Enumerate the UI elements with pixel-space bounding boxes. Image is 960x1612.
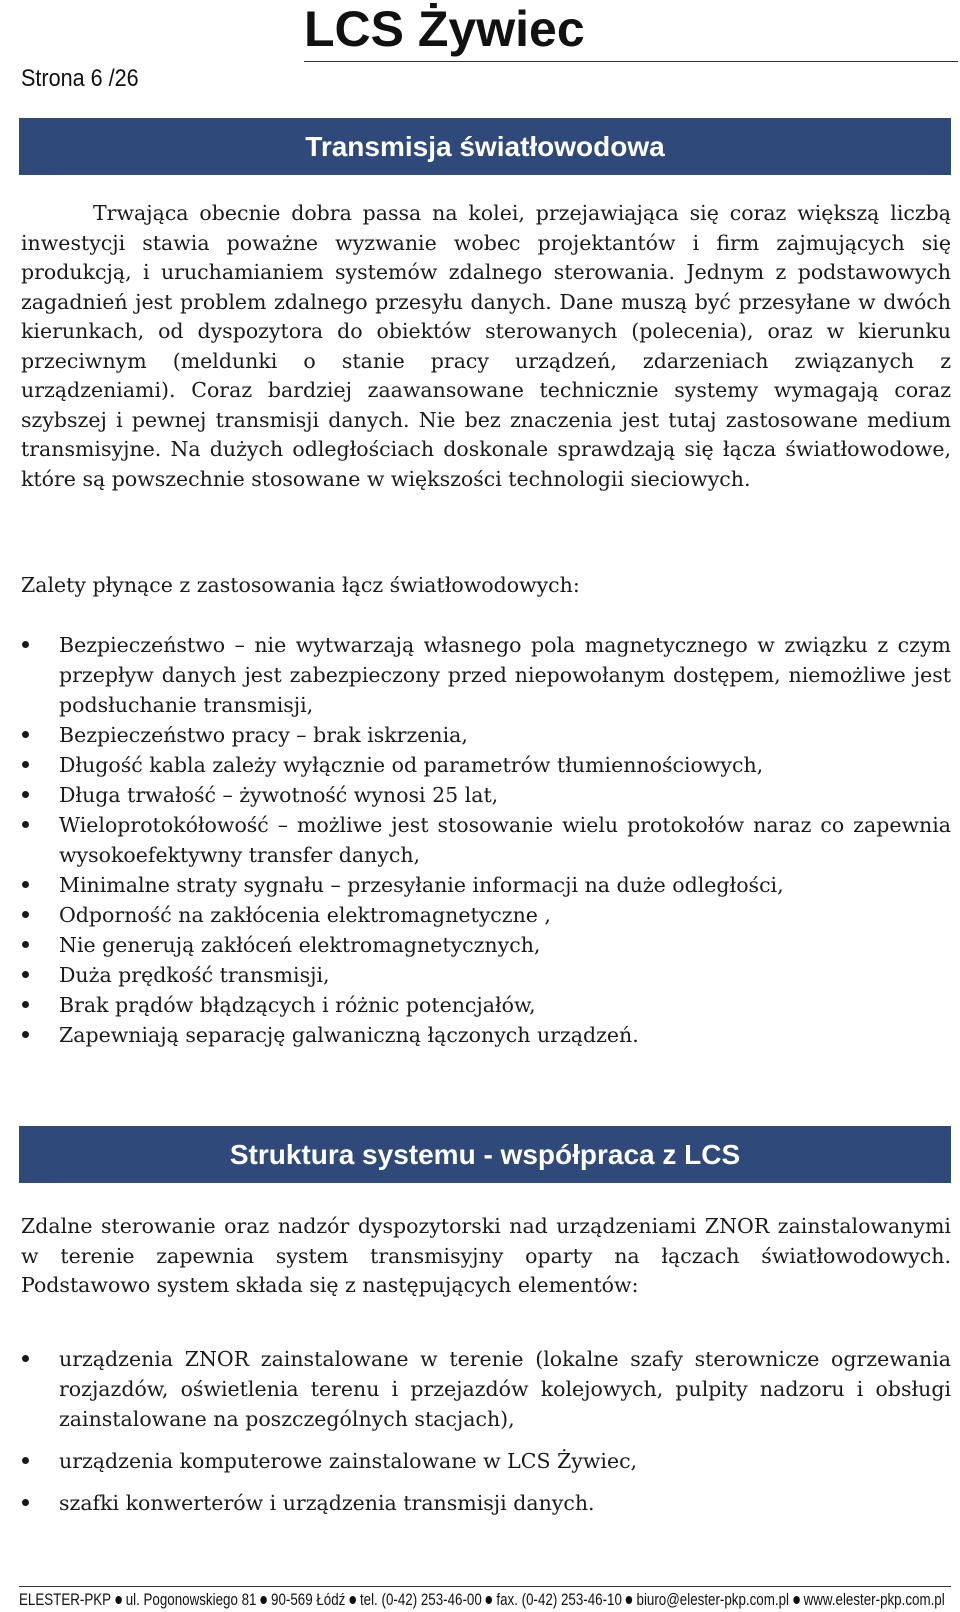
advantages-title: Zalety płynące z zastosowania łącz światłowodowych: xyxy=(21,573,580,597)
bullet-icon xyxy=(261,1596,267,1604)
bullet-icon xyxy=(486,1596,492,1604)
list-item: urządzenia ZNOR zainstalowane w terenie (lokalne szafy sterownicze ogrzewania rozjazdów, oświetlenia terenu i przejazdów kolejowych, pulpity nadzoru i obsługi zainstalowane na poszczególnych stacjach), xyxy=(21,1344,951,1434)
list-item: szafki konwerterów i urządzenia transmisji danych. xyxy=(21,1488,951,1518)
header-rule xyxy=(304,61,958,62)
list-item: Długa trwałość – żywotność wynosi 25 lat, xyxy=(21,780,951,810)
bullet-icon xyxy=(22,641,29,648)
list-item: Długość kabla zależy wyłącznie od parametrów tłumiennościowych, xyxy=(21,750,951,780)
footer-street: ul. Pogonowskiego 81 xyxy=(125,1591,257,1609)
footer-email: biuro@elester-pkp.com.pl xyxy=(636,1591,789,1609)
bullet-icon xyxy=(22,941,29,948)
list-item: Duża prędkość transmisji, xyxy=(21,960,951,990)
footer-website: www.elester-pkp.com.pl xyxy=(803,1591,945,1609)
bullet-icon xyxy=(22,761,29,768)
list-item: Brak prądów błądzących i różnic potencjałów, xyxy=(21,990,951,1020)
bullet-icon xyxy=(22,791,29,798)
footer xyxy=(19,1590,945,1610)
footer-city: 90-569 Łódź xyxy=(271,1591,346,1609)
footer-fax: fax. (0-42) 253-46-10 xyxy=(496,1591,622,1609)
bullet-icon xyxy=(22,1355,29,1362)
bullet-icon xyxy=(626,1596,632,1604)
page-number: Strona 6 /26 xyxy=(21,65,139,92)
bullet-icon xyxy=(22,911,29,918)
list-item: Odporność na zakłócenia elektromagnetyczne , xyxy=(21,900,951,930)
section-heading-transmission: Transmisja światłowodowa xyxy=(305,130,665,162)
bullet-icon xyxy=(22,821,29,828)
page-title: LCS Żywiec xyxy=(304,1,585,57)
list-item: urządzenia komputerowe zainstalowane w LCS Żywiec, xyxy=(21,1446,951,1476)
bullet-icon xyxy=(349,1596,355,1604)
footer-company: ELESTER-PKP xyxy=(19,1591,112,1609)
section-heading-band xyxy=(19,1126,951,1183)
bullet-icon xyxy=(22,881,29,888)
transmission-intro-paragraph: Trwająca obecnie dobra passa na kolei, przejawiająca się coraz większą liczbą inwestycji stawia poważne wyzwanie wobec projektantów i firm zajmujących się produkcją, i uruchamianiem systemów zdalnego sterowania. Jednym z podstawowych zagadnień jest problem zdalnego przesyłu danych. Dane muszą być przesyłane w dwóch kierunkach, od dyspozytora do obiektów sterowanych (polecenia), oraz w kierunku przeciwnym (meldunki o stanie pracy urządzeń, zdarzeniach związanych z urządzeniami). Coraz bardziej zaawansowane technicznie systemy wymagają coraz szybszej i pewnej transmisji danych. Nie bez znaczenia jest tutaj zastosowane medium transmisyjne. Na dużych odległościach doskonale sprawdzają się łącza światłowodowe, które są powszechnie stosowane w większości technologii sieciowych. xyxy=(21,201,951,491)
list-item: Bezpieczeństwo pracy – brak iskrzenia, xyxy=(21,720,951,750)
bullet-icon xyxy=(793,1596,799,1604)
bullet-icon xyxy=(22,731,29,738)
elements-list xyxy=(21,1344,951,1530)
bullet-icon xyxy=(22,1499,29,1506)
advantages-list xyxy=(21,630,951,1050)
section-heading-structure: Struktura systemu - współpraca z LCS xyxy=(229,1138,741,1170)
section-heading-band xyxy=(19,118,951,175)
list-item: Wieloprotokółowość – możliwe jest stosowanie wielu protokołów naraz co zapewnia wysokoefektywny transfer danych, xyxy=(21,810,951,870)
bullet-icon xyxy=(22,1001,29,1008)
list-item: Minimalne straty sygnału – przesyłanie informacji na duże odległości, xyxy=(21,870,951,900)
structure-intro-paragraph: Zdalne sterowanie oraz nadzór dyspozytorski nad urządzeniami ZNOR zainstalowanymi w terenie zapewnia system transmisyjny oparty na łączach światłowodowych. Podstawowo system składa się z następujących elementów: xyxy=(21,1214,951,1297)
list-item: Nie generują zakłóceń elektromagnetycznych, xyxy=(21,930,951,960)
footer-rule xyxy=(19,1586,951,1587)
list-item: Zapewniają separację galwaniczną łączonych urządzeń. xyxy=(21,1020,951,1050)
bullet-icon xyxy=(22,971,29,978)
bullet-icon xyxy=(22,1031,29,1038)
footer-phone: tel. (0-42) 253-46-00 xyxy=(359,1591,482,1609)
list-item: Bezpieczeństwo – nie wytwarzają własnego pola magnetycznego w związku z czym przepływ danych jest zabezpieczony przed niepowołanym dostępem, niemożliwe jest podsłuchanie transmisji, xyxy=(21,630,951,720)
bullet-icon xyxy=(22,1457,29,1464)
bullet-icon xyxy=(115,1596,121,1604)
